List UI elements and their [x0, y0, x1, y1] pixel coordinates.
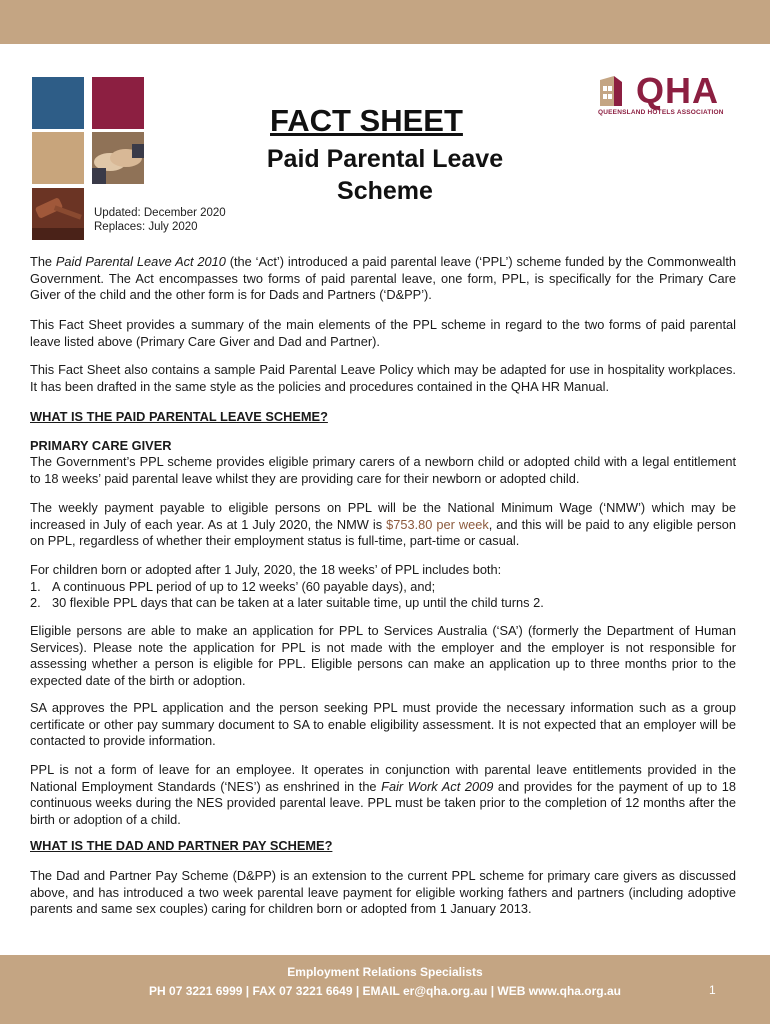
ppl-p2-after: , and this will be paid to any eligible person on PPL, regardless of whether their employment status is full-time, part-time or casual. — [30, 516, 737, 548]
intro-paragraph-3 — [30, 362, 736, 395]
intro-p2-text: This Fact Sheet provides a summary of the main elements of the PPL scheme in regard to the two forms of paid parental leave listed above (Primary Care Giver and Dad and Partner). — [30, 317, 736, 349]
ppl-paragraph-1 — [30, 454, 736, 487]
page-number: 1 — [709, 983, 716, 997]
ppl-paragraph-5 — [30, 700, 736, 750]
mosaic-tile-blue — [32, 77, 84, 129]
section-heading-dpp: WHAT IS THE DAD AND PARTNER PAY SCHEME? — [30, 838, 333, 853]
handshake-image — [92, 132, 144, 184]
nmw-amount: $753.80 per week — [386, 516, 489, 532]
header-band — [0, 0, 770, 44]
intro-p3-text: This Fact Sheet also contains a sample Paid Parental Leave Policy which may be adapted for use in hospitality workplaces. It has been drafted in the same style as the policies and procedures contained in the QHA HR Manual. — [30, 362, 736, 394]
ppl-paragraph-3 — [30, 562, 736, 612]
intro-p1-prefix: The — [30, 254, 56, 269]
dpp-p1-text: The Dad and Partner Pay Scheme (D&PP) is an extension to the current PPL scheme for primary care givers as discussed above, and has introduced a two week parental leave payment for eligible working fathers and partners (including adoptive parents and same sex couples) caring for children born or adopted from 1 January 2013. — [30, 868, 736, 916]
footer-contact: PH 07 3221 6999 | FAX 07 3221 6649 | EMAIL er@qha.org.au | WEB www.qha.org.au — [149, 984, 621, 998]
intro-paragraph-2 — [30, 317, 736, 350]
section-heading-ppl: WHAT IS THE PAID PARENTAL LEAVE SCHEME? — [30, 409, 328, 424]
ppl-paragraph-6 — [30, 762, 736, 828]
footer-title: Employment Relations Specialists — [287, 965, 483, 979]
list-text: A continuous PPL period of up to 12 weeks’ (60 payable days), and; — [52, 578, 436, 594]
ppl-paragraph-4 — [30, 623, 736, 689]
list-number: 1. — [30, 578, 41, 594]
updated-date: Updated: December 2020 — [94, 207, 226, 219]
list-item — [30, 595, 736, 612]
ppl-p1-text: The Government’s PPL scheme provides eligible primary carers of a newborn child or adopted child with a legal entitlement to 18 weeks’ paid parental leave whilst they are providing care for their newborn or adopted child. — [30, 454, 736, 486]
page-subtitle-line1: Paid Parental Leave — [266, 145, 504, 173]
replaces-date: Replaces: July 2020 — [94, 221, 198, 233]
ppl-p3-text: For children born or adopted after 1 July, 2020, the 18 weeks’ of PPL includes both: — [30, 562, 502, 577]
ppl-paragraph-2 — [30, 500, 736, 550]
list-number: 2. — [30, 595, 41, 610]
ppl-p4-text: Eligible persons are able to make an application for PPL to Services Australia (‘SA’) (formerly the Department of Human Services). Please note the application for PPL is not made with the employer and the employer is not responsible for assessing whether a person is eligible for PPL. Eligible persons can make an application up to three months prior to the expected date of the birth or adoption. — [30, 623, 736, 688]
mosaic-tile-tan — [32, 132, 84, 184]
mosaic-tile-maroon — [92, 77, 144, 129]
page-subtitle-line2: Scheme — [337, 177, 433, 205]
logo-wordmark: QHA — [636, 70, 719, 111]
dpp-paragraph-1 — [30, 868, 736, 918]
page-title: FACT SHEET — [270, 103, 463, 138]
intro-p1-rest: (the ‘Act’) introduced a paid parental leave (‘PPL’) scheme funded by the Commonwealth Government. The Act encompasses two forms of paid parental leave, one form, PPL, is specifically for the Primary Care Giver of the child and the other form is for Dads and Partners (‘D&PP’). — [30, 254, 736, 302]
list-text: 30 flexible PPL days that can be taken at a later suitable time, up until the child turns 2. — [52, 595, 544, 610]
fair-work-act: Fair Work Act 2009 — [381, 778, 494, 794]
ppl-p6-before: PPL is not a form of leave for an employee. It operates in conjunction with parental leave entitlements provided in the National Employment Standards (‘NES’) as enshrined in the — [30, 762, 736, 794]
ppl-p5-text: SA approves the PPL application and the person seeking PPL must provide the necessary information such as a group certificate or other pay summary document to SA to enable eligibility assessment. It is not expected that an employer will be contacted to provide information. — [30, 700, 736, 748]
subheading-primary-care-giver: PRIMARY CARE GIVER — [30, 438, 172, 453]
qha-logo-icon — [598, 76, 634, 106]
act-name: Paid Parental Leave Act 2010 — [55, 254, 226, 269]
ppl-p6-after: and provides for the payment of up to 18 continuous weeks during the NES provided parental leave. PPL must be taken prior to the completion of 12 months after the birth or adoption of a child. — [30, 778, 737, 827]
gavel-image — [32, 188, 84, 240]
intro-paragraph-1 — [30, 254, 736, 304]
ppl-p2-before: The weekly payment payable to eligible persons on PPL will be the National Minimum Wage (‘NMW’) which may be increased in July of each year. As at 1 July 2020, the NMW is — [30, 500, 736, 532]
qha-logo — [598, 70, 733, 122]
list-item — [30, 579, 736, 596]
logo-subtitle: QUEENSLAND HOTELS ASSOCIATION — [598, 109, 724, 116]
